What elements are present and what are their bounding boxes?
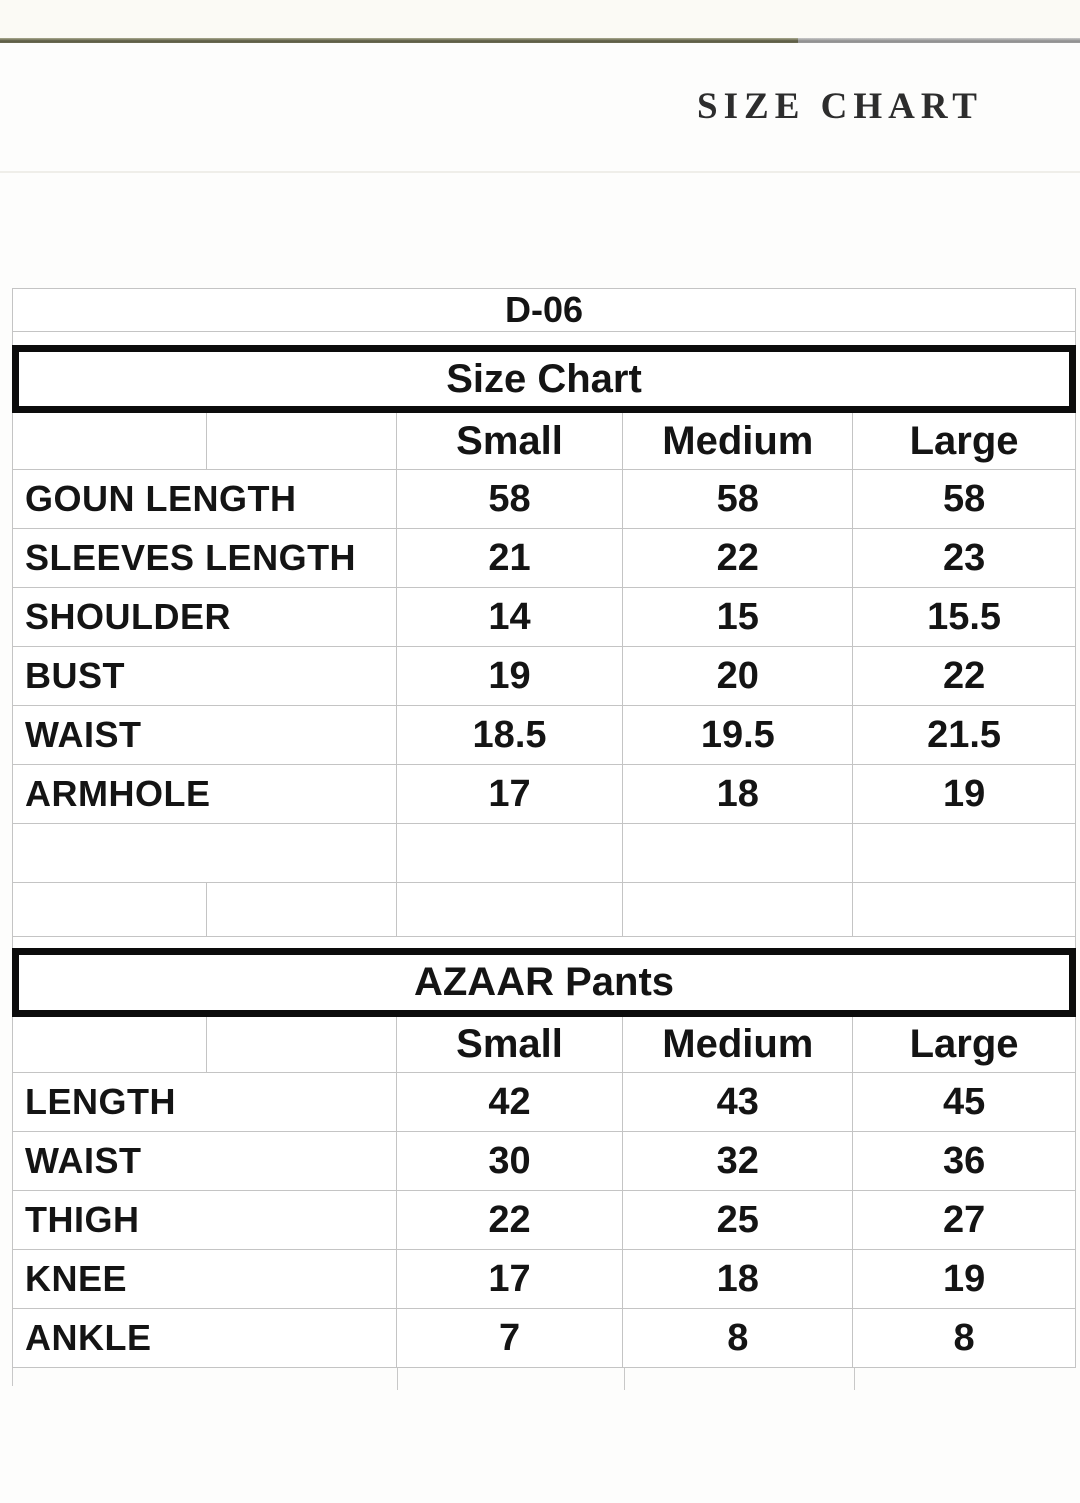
row-value-small: 30	[397, 1132, 624, 1190]
row-label: KNEE	[13, 1250, 397, 1308]
table-row	[13, 706, 1075, 765]
empty-cell	[623, 824, 853, 882]
row-value-large: 8	[953, 1316, 975, 1359]
row-value-small: 18.5	[397, 706, 624, 764]
row-value-large: 23	[942, 536, 986, 579]
row-value-large: 36	[942, 1139, 986, 1182]
spacer-row	[13, 332, 1075, 345]
gown-header-row	[13, 413, 1075, 470]
row-label: GOUN LENGTH	[13, 470, 397, 528]
empty-cell	[13, 413, 207, 469]
row-value-small: 17	[397, 1250, 624, 1308]
row-value-small: 22	[397, 1191, 624, 1249]
empty-row	[13, 824, 1075, 883]
row-value-large: 22	[942, 654, 986, 697]
top-rule-gray-segment	[798, 38, 1080, 43]
row-value-small: 21	[397, 529, 624, 587]
row-value-large: 58	[942, 477, 986, 520]
row-value-small: 7	[397, 1309, 624, 1367]
product-code-row	[13, 289, 1075, 332]
pants-table-title: AZAAR Pants	[413, 960, 675, 1004]
row-label: WAIST	[13, 1132, 397, 1190]
gown-col-large: Large	[909, 418, 1019, 463]
row-value-medium: 19.5	[623, 706, 853, 764]
row-value-medium: 20	[623, 647, 853, 705]
table-row	[13, 470, 1075, 529]
size-chart-sheet	[12, 288, 1076, 1368]
row-value-medium: 58	[623, 470, 853, 528]
grid-stub	[854, 1368, 855, 1390]
empty-cell	[623, 883, 853, 936]
row-value-large: 27	[942, 1198, 986, 1241]
table-row	[13, 765, 1075, 824]
empty-cell	[397, 883, 624, 936]
table-row	[13, 647, 1075, 706]
product-code: D-06	[504, 289, 584, 330]
pants-col-medium: Medium	[623, 1017, 853, 1072]
row-value-medium: 18	[623, 765, 853, 823]
row-label: BUST	[13, 647, 397, 705]
row-label: THIGH	[13, 1191, 397, 1249]
table-row	[13, 1309, 1075, 1368]
table-row	[13, 1132, 1075, 1191]
row-value-small: 58	[397, 470, 624, 528]
pants-header-row	[13, 1017, 1075, 1073]
gown-table-title: Size Chart	[446, 356, 642, 401]
row-value-large: 15.5	[927, 595, 1002, 638]
row-label: SHOULDER	[13, 588, 397, 646]
table-row	[13, 588, 1075, 647]
gown-col-medium: Medium	[623, 413, 853, 469]
empty-cell	[207, 1017, 397, 1072]
table-row	[13, 1073, 1075, 1132]
page-title: SIZE CHART	[697, 86, 983, 127]
pants-table-title-box	[12, 948, 1076, 1017]
column-line-stubs	[12, 1368, 1076, 1390]
grid-stub	[12, 1368, 13, 1386]
top-rule-olive-segment	[0, 38, 798, 43]
top-rule	[0, 38, 1080, 43]
row-label: LENGTH	[13, 1073, 397, 1131]
empty-cell	[207, 413, 397, 469]
row-value-medium: 15	[623, 588, 853, 646]
gown-table-title-box	[12, 345, 1076, 413]
row-value-medium: 22	[623, 529, 853, 587]
row-label: WAIST	[13, 706, 397, 764]
row-value-medium: 32	[623, 1132, 853, 1190]
empty-cell	[207, 883, 397, 936]
row-value-large: 21.5	[927, 713, 1002, 756]
table-row	[13, 1191, 1075, 1250]
row-value-medium: 18	[623, 1250, 853, 1308]
row-value-small: 19	[397, 647, 624, 705]
empty-cell	[13, 824, 397, 882]
row-value-large: 19	[942, 772, 986, 815]
row-value-medium: 43	[623, 1073, 853, 1131]
row-value-large: 45	[942, 1080, 986, 1123]
empty-cell	[13, 883, 207, 936]
empty-cell	[853, 824, 1075, 882]
row-label: ARMHOLE	[13, 765, 397, 823]
gown-col-small: Small	[397, 413, 624, 469]
empty-cell	[853, 883, 1075, 936]
row-label: ANKLE	[13, 1309, 397, 1367]
table-row	[13, 529, 1075, 588]
table-row	[13, 1250, 1075, 1309]
empty-cell	[397, 824, 624, 882]
row-value-large: 19	[942, 1257, 986, 1300]
row-value-medium: 8	[623, 1309, 853, 1367]
row-value-small: 17	[397, 765, 624, 823]
header-divider	[0, 171, 1080, 173]
top-band	[0, 0, 1080, 38]
pants-col-small: Small	[397, 1017, 624, 1072]
grid-stub	[397, 1368, 398, 1390]
empty-row	[13, 883, 1075, 937]
row-label: SLEEVES LENGTH	[13, 529, 397, 587]
empty-cell	[13, 1017, 207, 1072]
row-value-small: 42	[397, 1073, 624, 1131]
spacer-row	[13, 937, 1075, 948]
row-value-medium: 25	[623, 1191, 853, 1249]
grid-stub	[624, 1368, 625, 1390]
row-value-small: 14	[397, 588, 624, 646]
pants-col-large: Large	[909, 1022, 1019, 1066]
